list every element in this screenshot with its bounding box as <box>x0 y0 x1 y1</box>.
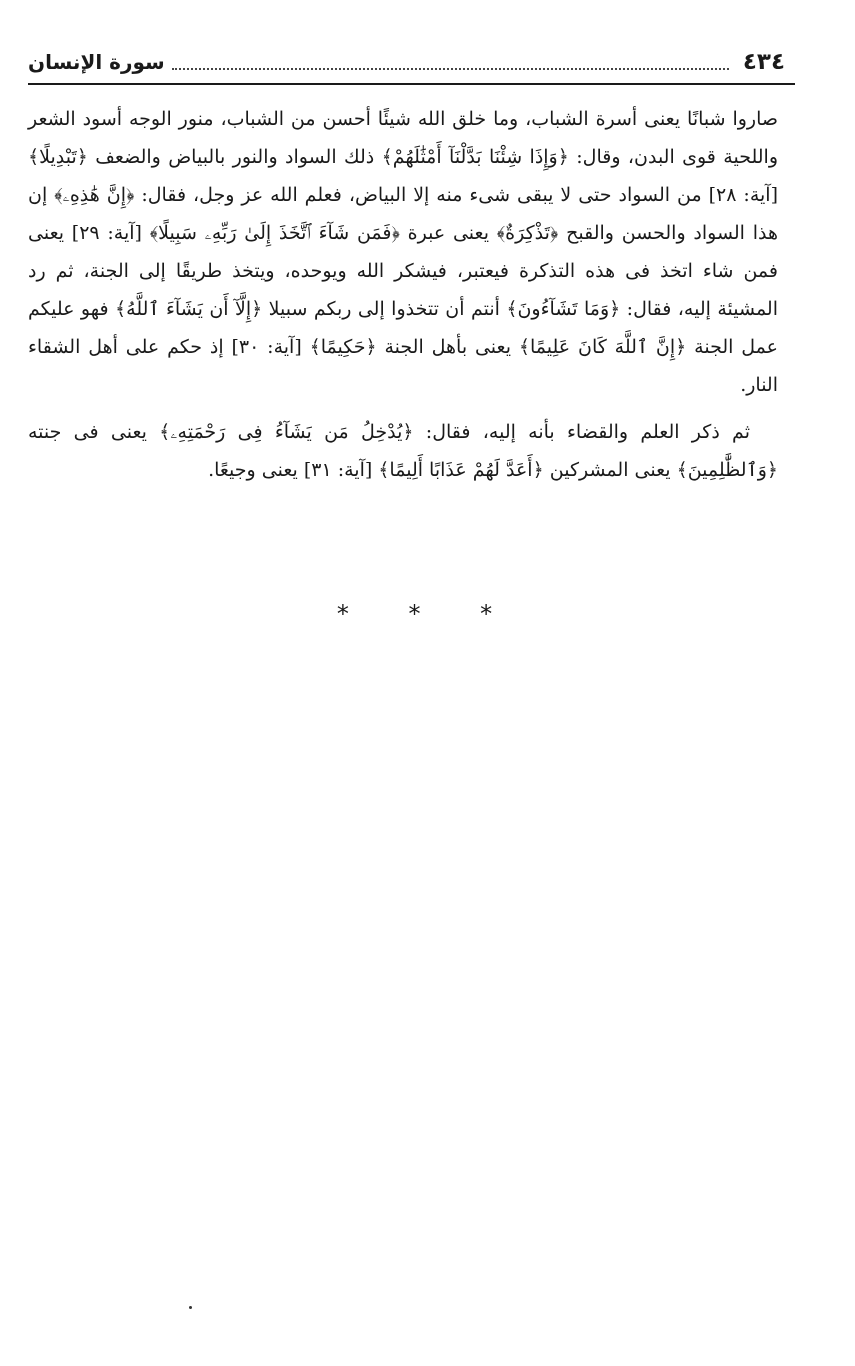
header-leader-dots <box>172 68 729 70</box>
section-separator-stars: * * * <box>336 600 519 628</box>
scan-speck <box>189 1306 192 1309</box>
page-header <box>0 48 855 84</box>
surah-title: سورة الإنسان <box>28 50 165 74</box>
paragraph-commentary-verse-31: ثم ذكر العلم والقضاء بأنه إليه، فقال: ﴿يُدْخِلُ مَن يَشَآءُ فِى رَحْمَتِهِۦ﴾ يعنى فى جنته ﴿وَٱلظَّٰلِمِينَ﴾ يعنى المشركين ﴿أَعَدَّ لَهُمْ عَذَابًا أَلِيمًا﴾ [آية: ٣١] يعنى وجيعًا. <box>28 421 778 481</box>
header-rule <box>28 83 795 85</box>
page-number: ٤٣٤ <box>742 49 785 75</box>
paragraph-commentary-verses-28-30: صاروا شبانًا يعنى أسرة الشباب، وما خلق الله شيئًا أحسن من الشباب، منور الوجه أسود الشعر واللحية قوى البدن، وقال: ﴿وَإِذَا شِئْنَا بَدَّلْنَآ أَمْثَٰلَهُمْ﴾ ذلك السواد والنور بالبياض والضعف ﴿تَبْدِيلًا﴾ [آية: ٢٨] من السواد حتى لا يبقى شىء منه إلا البياض، فعلم الله عز وجل، فقال: ﴿إِنَّ هَٰذِهِۦ﴾ إن هذا السواد والحسن والقبح ﴿تَذْكِرَةٌ﴾ يعنى عبرة ﴿فَمَن شَآءَ ٱتَّخَذَ إِلَىٰ رَبِّهِۦ سَبِيلًا﴾ [آية: ٢٩] يعنى فمن شاء اتخذ فى هذه التذكرة فيعتبر، فيشكر الله ويوحده، ويتخذ طريقًا إلى الجنة، ثم رد المشيئة إليه، فقال: ﴿وَمَا تَشَآءُونَ﴾ أنتم أن تتخذوا إلى ربكم سبيلا ﴿إِلَّآ أَن يَشَآءَ ٱللَّهُ﴾ فهو عليكم عمل الجنة ﴿إِنَّ ٱللَّهَ كَانَ عَلِيمًا﴾ يعنى بأهل الجنة ﴿حَكِيمًا﴾ [آية: ٣٠] إذ حكم على أهل الشقاء النار. <box>28 108 778 396</box>
body-text <box>28 100 778 489</box>
